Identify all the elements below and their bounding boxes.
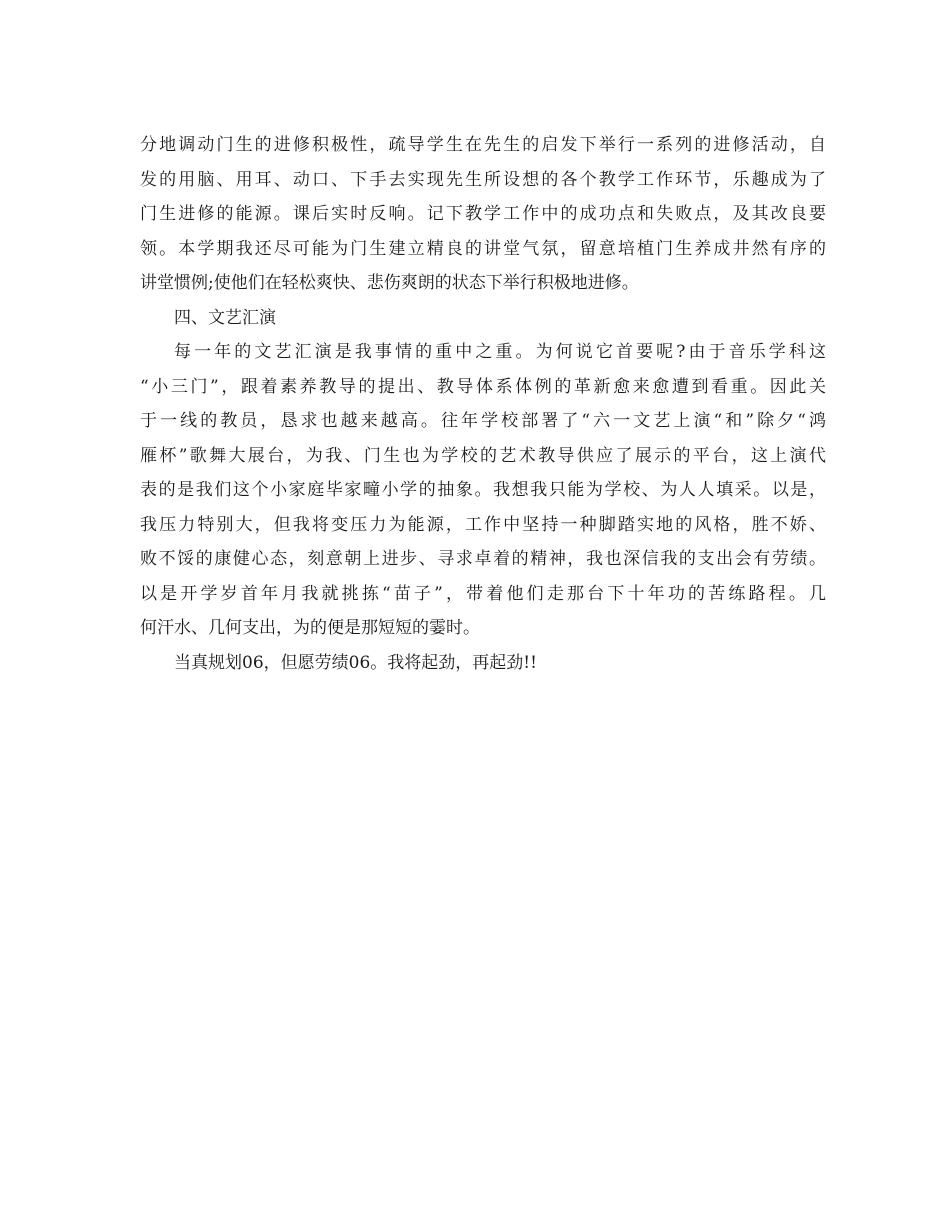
- text-line: 于一线的教员，恳求也越来越高。往年学校部署了“六一文艺上演“和”除夕“鸿: [140, 411, 826, 431]
- paragraph-main: [140, 335, 826, 646]
- text-line: 以是开学岁首年月我就挑拣“苗子”，带着他们走那台下十年功的苦练路程。几: [140, 583, 826, 604]
- text-line: 门生进修的能源。课后实时反响。记下教学工作中的成功点和失败点，及其改良要: [140, 204, 826, 224]
- section-heading: 四、文艺汇演: [174, 307, 276, 328]
- text-line: 我压力特别大，但我将变压力为能源，工作中坚持一种脚踏实地的风格，胜不娇、: [140, 514, 826, 535]
- closing-line: 当真规划06，但愿劳绩06。我将起劲，再起劲!!: [174, 652, 537, 673]
- text-line: 发的用脑、用耳、动口、下手去实现先生所设想的各个教学工作环节，乐趣成为了: [140, 169, 826, 190]
- paragraph-continued: [140, 128, 826, 301]
- text-line: 败不馁的康健心态，刻意朝上进步、寻求卓着的精神，我也深信我的支出会有劳绩。: [140, 549, 826, 569]
- text-line: 表的是我们这个小家庭毕家疃小学的抽象。我想我只能为学校、为人人填采。以是，: [140, 480, 826, 500]
- text-line: 领。本学期我还尽可能为门生建立精良的讲堂气氛，留意培植门生养成井然有序的: [140, 238, 826, 259]
- text-line: 何汗水、几何支出，为的便是那短短的霎时。: [140, 618, 480, 638]
- text-line: 每一年的文艺汇演是我事情的重中之重。为何说它首要呢?由于音乐学科这: [174, 342, 826, 362]
- text-line: 讲堂惯例;使他们在轻松爽快、悲伤爽朗的状态下举行积极地进修。: [140, 273, 639, 293]
- text-line: 分地调动门生的进修积极性，疏导学生在先生的启发下举行一系列的进修活动，自: [140, 135, 826, 155]
- document-body: [140, 128, 826, 680]
- text-line: 雁杯”歌舞大展台，为我、门生也为学校的艺术教导供应了展示的平台，这上演代: [140, 445, 826, 466]
- text-line: “小三门”，跟着素养教导的提出、教导体系体例的革新愈来愈遭到看重。因此关: [140, 376, 826, 397]
